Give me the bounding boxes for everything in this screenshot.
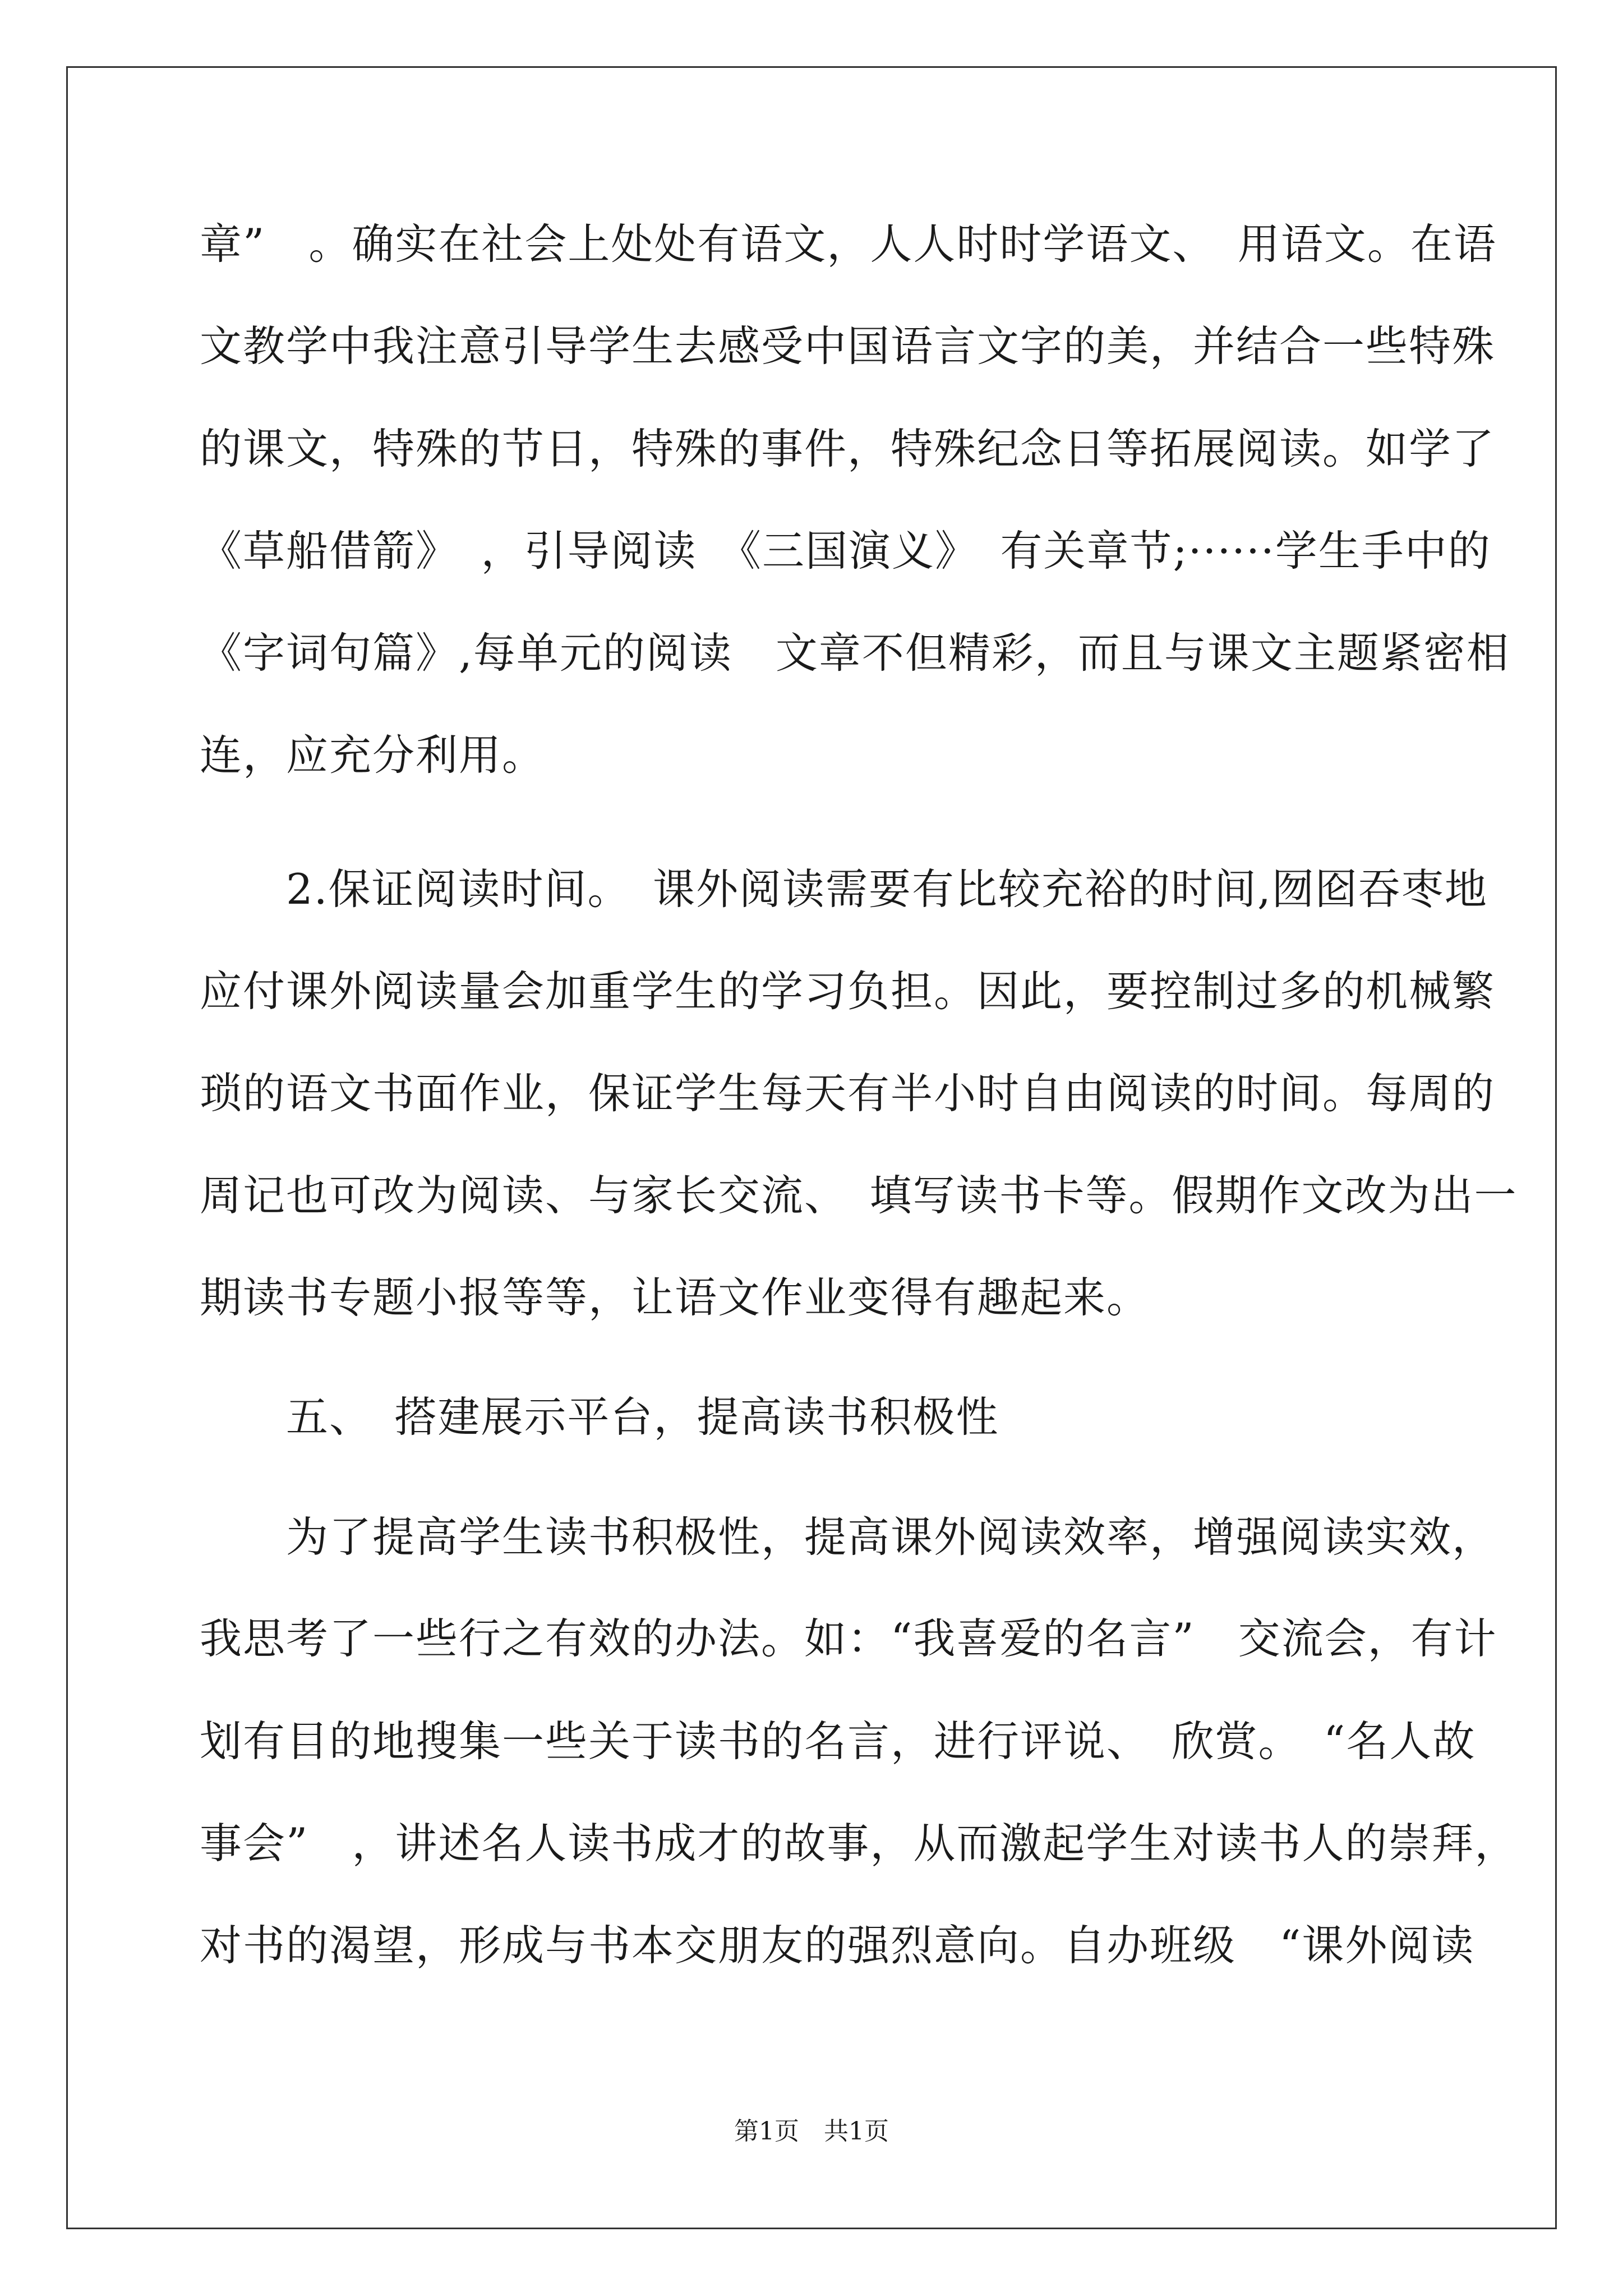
- text-line: 文教学中我注意引导学生去感受中国语言文字的美，并结合一些特殊: [200, 321, 1496, 371]
- page-border: [66, 66, 1557, 2229]
- text-line: 琐的语文书面作业，保证学生每天有半小时自由阅读的时间。每周的: [200, 1069, 1496, 1118]
- section-heading: 五、 搭建展示平台，提高读书积极性: [200, 1392, 999, 1442]
- text-line: 周记也可改为阅读、与家长交流、 填写读书卡等。假期作文改为出一: [200, 1171, 1518, 1220]
- text-line: 事会” ，讲述名人读书成才的故事，从而激起学生对读书人的崇拜，: [200, 1819, 1518, 1868]
- text-line: 划有目的地搜集一些关于读书的名言，进行评说、 欣赏。 “名人故: [200, 1717, 1476, 1766]
- text-line: 的课文，特殊的节日，特殊的事件，特殊纪念日等拓展阅读。如学了: [200, 424, 1496, 473]
- text-line: 章” 。确实在社会上处处有语文，人人时时学语文、 用语文。在语: [200, 219, 1497, 269]
- text-line: 《字词句篇》,每单元的阅读 文章不但精彩，而且与课文主题紧密相: [200, 628, 1510, 678]
- page-number-footer: 第1页 共1页: [734, 2117, 889, 2146]
- text-line: 2.保证阅读时间。 课外阅读需要有比较充裕的时间,囫囵吞枣地: [200, 864, 1488, 914]
- text-line: 我思考了一些行之有效的办法。如：“我喜爱的名言” 交流会，有计: [200, 1614, 1497, 1663]
- text-line: 连，应充分利用。: [200, 730, 546, 780]
- text-line: 应付课外阅读量会加重学生的学习负担。因此，要控制过多的机械繁: [200, 967, 1496, 1016]
- text-line: 对书的渴望，形成与书本交朋友的强烈意向。自办班级 “课外阅读: [200, 1921, 1475, 1970]
- text-line: 《草船借箭》 ，引导阅读 《三国演义》 有关章节;······学生手中的: [200, 526, 1491, 576]
- text-line: 为了提高学生读书积极性，提高课外阅读效率，增强阅读实效，: [200, 1512, 1496, 1562]
- text-line: 期读书专题小报等等，让语文作业变得有趣起来。: [200, 1273, 1150, 1322]
